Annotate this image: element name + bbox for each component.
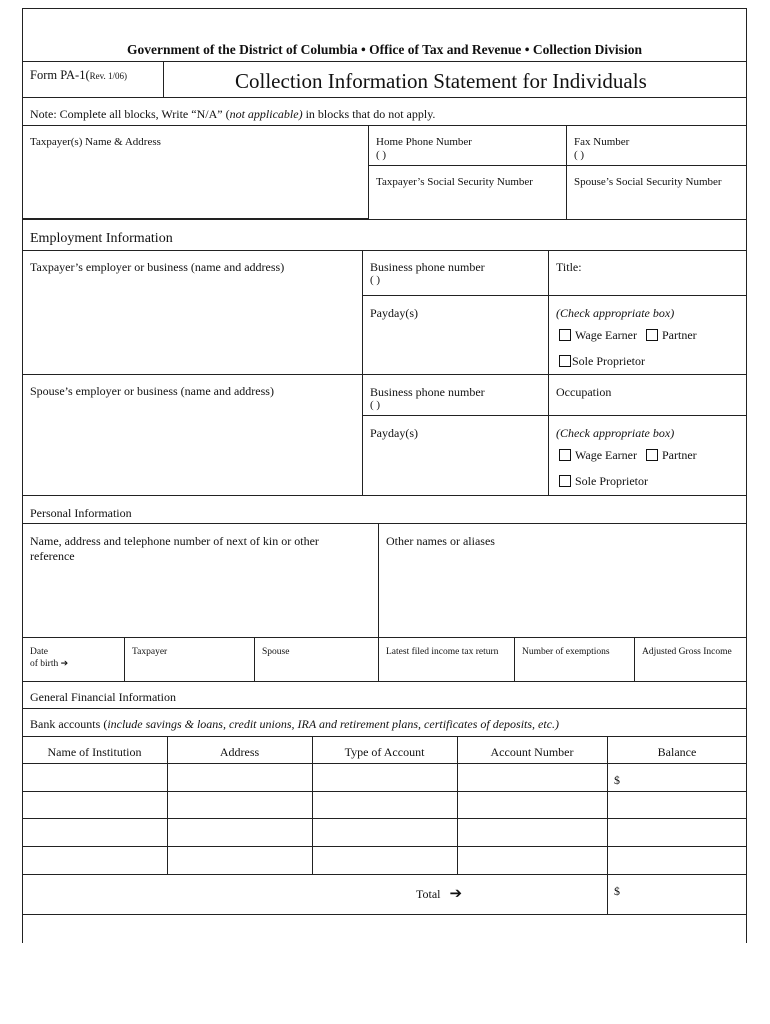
institution-field[interactable] (26, 850, 168, 872)
financial-heading: General Financial Information (30, 690, 176, 704)
next-of-kin-label-line2: reference (30, 549, 75, 563)
bank-row4-rule (22, 874, 747, 875)
page-top-rule (22, 8, 747, 9)
spouse-sole-proprietor-checkbox-icon[interactable] (559, 475, 571, 487)
bank-accounts-italic: include savings & loans, credit unions, IRA and retirement plans, certificates of deposits, etc.) (107, 717, 560, 731)
spouse-employer-field[interactable] (26, 404, 360, 492)
agi-label: Adjusted Gross Income (642, 647, 732, 657)
spouse-ssn-label: Spouse’s Social Security Number (574, 176, 722, 188)
fax-field[interactable] (598, 148, 742, 164)
spouse-business-phone-label: Business phone number (370, 385, 485, 399)
taxpayer-business-phone-field[interactable] (396, 273, 548, 289)
taxpayer-check-label (556, 306, 674, 321)
institution-field[interactable] (26, 795, 168, 817)
total-balance-field[interactable] (626, 880, 744, 908)
agency-title: Government of the District of Columbia • Office of Tax and Revenue • Collection Division (127, 42, 642, 57)
taxpayer-employment-rule (22, 374, 747, 375)
balance-field[interactable] (612, 822, 744, 844)
bank-accounts-label (30, 717, 559, 732)
form-number: Form PA-1( (30, 68, 90, 82)
bank-table-row (22, 819, 747, 846)
spouse-payday-field[interactable] (366, 444, 546, 492)
balance-field[interactable] (612, 795, 744, 817)
occupation-label: Occupation (556, 385, 612, 399)
home-phone-label: Home Phone Number (376, 136, 472, 148)
taxpayer-ssn-field[interactable] (372, 192, 566, 216)
wage-earner-checkbox-icon[interactable] (559, 329, 571, 341)
employment-top-rule (22, 219, 747, 220)
employment-divider-1 (362, 250, 363, 495)
sole-proprietor-checkbox-icon[interactable] (559, 355, 571, 367)
account-number-field[interactable] (461, 822, 608, 844)
spouse-sole-proprietor-label: Sole Proprietor (575, 474, 648, 488)
dob-taxpayer-label: Taxpayer (132, 647, 168, 657)
taxpayer-checkbox-row1 (559, 328, 697, 343)
address-field[interactable] (171, 795, 313, 817)
taxpayer-divider (368, 125, 369, 219)
balance-field[interactable] (612, 850, 744, 872)
personal-mid-rule (22, 637, 747, 638)
latest-return-label: Latest filed income tax return (386, 647, 499, 657)
employment-divider-2 (548, 250, 549, 495)
address-field[interactable] (171, 850, 313, 872)
bank-accounts-prefix: Bank accounts ( (30, 717, 108, 731)
taxpayer-phone-rule (362, 295, 747, 296)
account-type-field[interactable] (316, 822, 458, 844)
phone-rule (368, 165, 747, 166)
account-type-field[interactable] (316, 768, 458, 790)
total-text: Total (416, 887, 441, 901)
exemptions-field[interactable] (518, 662, 634, 680)
wage-earner-label: Wage Earner (575, 328, 637, 342)
bank-table-row (22, 764, 747, 791)
employment-bottom-rule (22, 495, 747, 496)
note-rule (22, 125, 747, 126)
total-label (416, 884, 462, 903)
latest-return-field[interactable] (382, 662, 514, 680)
bank-table-top-rule (22, 736, 747, 737)
address-field[interactable] (171, 768, 313, 790)
dob-divider-3 (378, 637, 379, 681)
col-institution-header: Name of Institution (47, 745, 142, 759)
personal-bottom-rule (22, 681, 747, 682)
note-italic: not applicable) (229, 107, 303, 121)
taxpayer-employer-label: Taxpayer’s employer or business (name and address) (30, 260, 285, 274)
agi-field[interactable] (638, 662, 746, 680)
account-number-field[interactable] (461, 850, 608, 872)
taxpayer-check-italic: (Check appropriate box) (556, 306, 675, 320)
financial-heading-rule (22, 708, 747, 709)
right-arrow-icon: ➔ (60, 658, 69, 669)
sole-proprietor-label: Sole Proprietor (572, 354, 645, 368)
dob-spouse-label: Spouse (262, 647, 290, 657)
next-of-kin-field[interactable] (26, 568, 376, 634)
taxpayer-checkbox-row2 (559, 354, 645, 369)
taxpayer-title-field[interactable] (588, 259, 742, 275)
right-arrow-icon: ➔ (449, 884, 463, 902)
dob-divider-2 (254, 637, 255, 681)
dob-divider-1 (124, 637, 125, 681)
personal-divider (378, 523, 379, 637)
bank-table-bottom-rule (22, 914, 747, 915)
col-type-header: Type of Account (344, 745, 425, 759)
spouse-wage-earner-label: Wage Earner (575, 448, 637, 462)
exemptions-label: Number of exemptions (522, 647, 610, 657)
employment-heading: Employment Information (30, 231, 173, 246)
fax-label: Fax Number (574, 136, 630, 148)
taxpayer-title-label: Title: (556, 260, 582, 274)
spouse-payday-label: Payday(s) (370, 426, 418, 440)
form-id (30, 68, 127, 83)
dob-label-line1: Date (30, 647, 48, 657)
spouse-partner-checkbox-icon[interactable] (646, 449, 658, 461)
dob-label-text: of birth (30, 658, 59, 669)
taxpayer-payday-field[interactable] (366, 324, 546, 370)
institution-field[interactable] (26, 822, 168, 844)
dob-label-line2 (30, 659, 68, 671)
account-number-field[interactable] (461, 768, 608, 790)
spouse-business-phone-paren: ( ) (370, 399, 381, 411)
spouse-partner-label: Partner (662, 448, 697, 462)
employment-heading-rule (22, 250, 747, 251)
note-suffix: in blocks that do not apply. (302, 107, 436, 121)
bank-table-row (22, 792, 747, 818)
taxpayer-name-address-label: Taxpayer(s) Name & Address (30, 136, 161, 148)
personal-heading: Personal Information (30, 506, 132, 520)
form-id-divider (163, 61, 164, 97)
taxpayer-business-phone-paren: ( ) (370, 274, 381, 286)
spouse-business-phone-field[interactable] (396, 398, 548, 414)
home-phone-paren: ( ) (376, 149, 387, 161)
bank-table-row (22, 847, 747, 874)
col-address-header: Address (219, 745, 260, 759)
dob-spouse-field[interactable] (258, 662, 378, 680)
aliases-label: Other names or aliases (386, 534, 495, 548)
balance-field[interactable] (626, 768, 744, 790)
col-account-number-header: Account Number (490, 745, 574, 759)
institution-field[interactable] (26, 768, 168, 790)
header-rule (22, 61, 747, 62)
dob-divider-5 (634, 637, 635, 681)
spouse-checkbox-row1 (559, 448, 697, 463)
form-revision: Rev. 1/06) (89, 71, 128, 81)
date-of-birth-label (30, 647, 68, 671)
spouse-employer-label: Spouse’s employer or business (name and address) (30, 384, 274, 398)
personal-heading-rule (22, 523, 747, 524)
spouse-ssn-field[interactable] (570, 192, 746, 216)
balance-currency: $ (614, 773, 620, 787)
partner-checkbox-icon[interactable] (646, 329, 658, 341)
account-type-field[interactable] (316, 850, 458, 872)
spouse-check-italic: (Check appropriate box) (556, 426, 675, 440)
col-balance-header: Balance (657, 745, 697, 759)
taxpayer-employer-field[interactable] (26, 280, 360, 372)
spouse-checkbox-row2 (559, 474, 648, 489)
home-phone-field[interactable] (400, 148, 564, 164)
total-currency: $ (614, 884, 620, 898)
note-prefix: Note: Complete all blocks, Write “N/A” ( (30, 107, 230, 121)
taxpayer-business-phone-label: Business phone number (370, 260, 485, 274)
account-type-field[interactable] (316, 795, 458, 817)
dob-divider-4 (514, 637, 515, 681)
account-number-field[interactable] (461, 795, 608, 817)
taxpayer-payday-label: Payday(s) (370, 306, 418, 320)
phone-fax-divider (566, 125, 567, 219)
spouse-wage-earner-checkbox-icon[interactable] (559, 449, 571, 461)
aliases-field[interactable] (382, 552, 746, 634)
spouse-check-label (556, 426, 674, 441)
taxpayer-ssn-label: Taxpayer’s Social Security Number (376, 176, 533, 188)
next-of-kin-label (30, 534, 319, 564)
occupation-field[interactable] (556, 400, 744, 414)
instructions-note (30, 107, 435, 122)
title-rule (22, 97, 747, 98)
next-of-kin-label-line1: Name, address and telephone number of next of kin or other (30, 534, 319, 548)
taxpayer-name-address-field[interactable] (26, 152, 368, 216)
partner-label: Partner (662, 328, 697, 342)
dob-taxpayer-field[interactable] (128, 662, 254, 680)
fax-paren: ( ) (574, 149, 585, 161)
address-field[interactable] (171, 822, 313, 844)
spouse-phone-rule (362, 415, 747, 416)
form-title: Collection Information Statement for Individuals (235, 69, 647, 93)
